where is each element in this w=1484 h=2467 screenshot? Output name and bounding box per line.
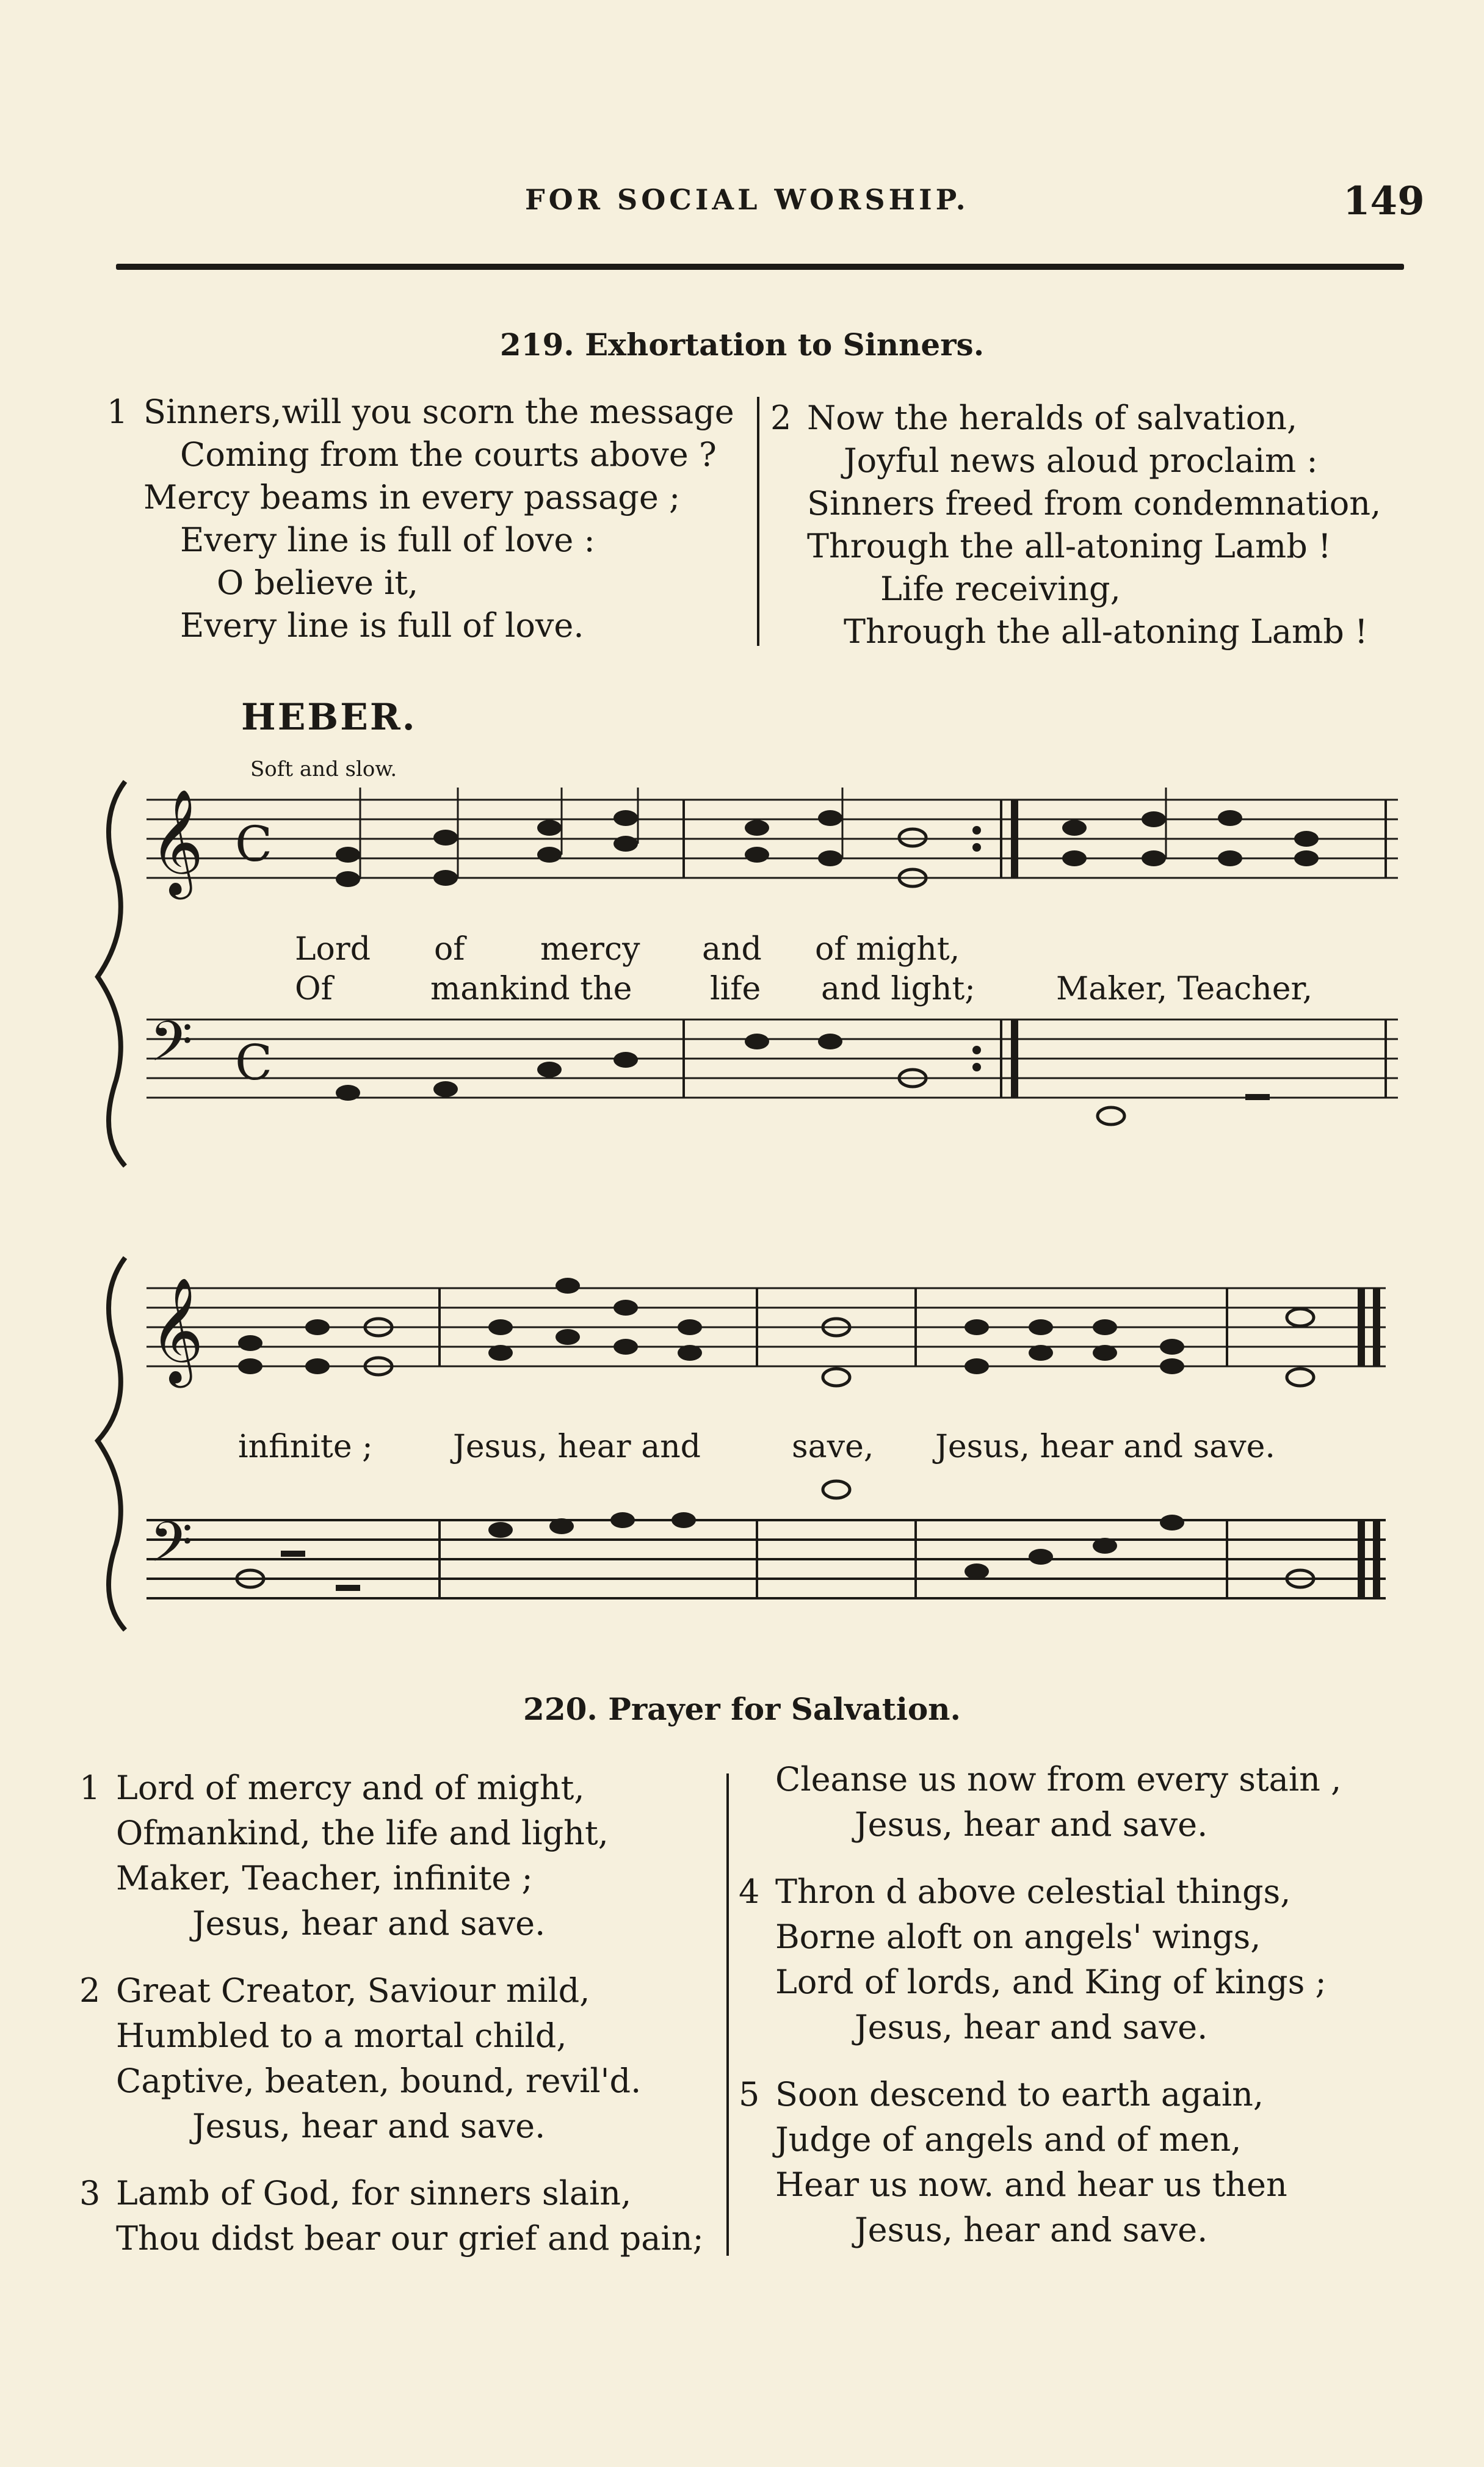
verse-line: 2 Great Creator, Saviour mild, — [79, 1968, 704, 2013]
verse-line: O believe it, — [217, 563, 419, 602]
verse-line: Jesus, hear and save. — [855, 2008, 1208, 2046]
time-signature: C — [235, 816, 273, 872]
column-divider — [757, 397, 759, 646]
treble-notes — [336, 810, 1319, 887]
lyric-syllable: mercy — [540, 931, 640, 968]
verse-line: 5 Soon descend to earth again, — [739, 2072, 1341, 2117]
verse-line: Hear us now. and hear us then — [775, 2165, 1287, 2204]
verse-line: 2 Now the heralds of salvation, — [770, 397, 1381, 440]
verse-number: 2 — [79, 1971, 101, 2010]
verse-line: 3 Lamb of God, for sinners slain, — [79, 2171, 704, 2216]
verse-line: Jesus, hear and save. — [192, 1904, 546, 1943]
hymn-219-title: 219. Exhortation to Sinners. — [499, 327, 985, 363]
lyric-syllable: and light; — [821, 971, 975, 1007]
running-title: FOR SOCIAL WORSHIP. — [525, 183, 969, 216]
verse-line: Mercy beams in every passage ; — [143, 478, 681, 516]
verse-line: Judge of angels and of men, — [775, 2120, 1242, 2159]
verse-line: Cleanse us now from every stain , — [775, 1760, 1342, 1799]
verse-line: Lord of lords, and King of kings ; — [775, 1963, 1327, 2001]
lyric-syllable: save, — [792, 1429, 874, 1465]
bass-staff — [147, 1020, 1398, 1098]
verse-line: Jesus, hear and save. — [855, 1805, 1208, 1844]
verse-line: Sinners freed from condemnation, — [807, 484, 1381, 523]
lyric-syllable: of might, — [815, 931, 960, 968]
verse-line: Thou didst bear our grief and pain; — [116, 2219, 704, 2258]
lyric-syllable: of — [434, 931, 465, 968]
system-brace — [98, 1258, 125, 1630]
verse-line: 4 Thron d above celestial things, — [739, 1869, 1341, 1915]
verse-line: Through the all-atoning Lamb ! — [807, 527, 1331, 565]
verse-line: Joyful news aloud proclaim : — [844, 441, 1318, 480]
verse-number: 2 — [770, 399, 792, 437]
lyric-syllable: Maker, Teacher, — [1056, 971, 1313, 1007]
lyric-syllable: and — [702, 931, 762, 968]
verse-line: Humbled to a mortal child, — [116, 2016, 567, 2055]
verse-number: 5 — [739, 2075, 760, 2114]
header-rule — [116, 264, 1404, 270]
hymn-219-verse-2 — [770, 397, 1381, 653]
treble-clef: 𝄞 — [150, 789, 204, 895]
hymn-220-left-column — [79, 1766, 704, 2261]
treble-staff — [147, 1288, 1386, 1366]
lyric-syllable: Of — [295, 971, 333, 1007]
tune-name: HEBER. — [241, 696, 417, 739]
hymn-220-right-column — [739, 1757, 1341, 2253]
bass-notes — [237, 1481, 1314, 1591]
column-divider — [726, 1773, 729, 2256]
lyric-syllable: Jesus, hear and — [453, 1429, 701, 1465]
bass-clef: 𝄢 — [150, 1510, 193, 1588]
treble-clef: 𝄞 — [150, 1277, 204, 1383]
treble-notes — [238, 1278, 1314, 1386]
verse-line: Coming from the courts above ? — [180, 435, 717, 474]
verse-number: 4 — [739, 1872, 760, 1911]
hymn-220-title: 220. Prayer for Salvation. — [523, 1691, 961, 1727]
verse-number: 3 — [79, 2174, 101, 2212]
bass-staff — [147, 1520, 1386, 1598]
verse-line: Every line is full of love. — [180, 606, 584, 645]
verse-line: 1 Lord of mercy and of might, — [79, 1766, 704, 1811]
bass-clef: 𝄢 — [150, 1009, 193, 1087]
system-brace — [98, 781, 125, 1166]
lyric-syllable: Lord — [295, 931, 371, 968]
verse-number: 1 — [79, 1769, 101, 1807]
verse-line: Ofmankind, the life and light, — [116, 1814, 609, 1852]
verse-line: Through the all-atoning Lamb ! — [844, 612, 1368, 651]
lyric-syllable: mankind the — [430, 971, 632, 1007]
verse-line: Maker, Teacher, infinite ; — [116, 1859, 533, 1897]
verse-number: 1 — [107, 393, 128, 431]
hymn-219-verse-1 — [107, 391, 734, 647]
verse-line: Every line is full of love : — [180, 521, 595, 559]
verse-line: Jesus, hear and save. — [192, 2107, 546, 2145]
verse-line: Jesus, hear and save. — [855, 2211, 1208, 2249]
verse-line: Captive, beaten, bound, revil'd. — [116, 2062, 642, 2100]
treble-staff — [147, 800, 1398, 878]
verse-line: 1 Sinners,will you scorn the message — [107, 391, 734, 433]
tempo-direction: Soft and slow. — [250, 757, 397, 781]
lyric-syllable: life — [710, 971, 761, 1007]
page-number: 149 — [1343, 178, 1425, 224]
bass-time-signature: C — [235, 1034, 273, 1091]
verse-line: Life receiving, — [880, 570, 1121, 608]
lyric-syllable: infinite ; — [238, 1429, 373, 1465]
lyric-syllable: Jesus, hear and save. — [935, 1429, 1275, 1465]
verse-line: Borne aloft on angels' wings, — [775, 1918, 1261, 1956]
